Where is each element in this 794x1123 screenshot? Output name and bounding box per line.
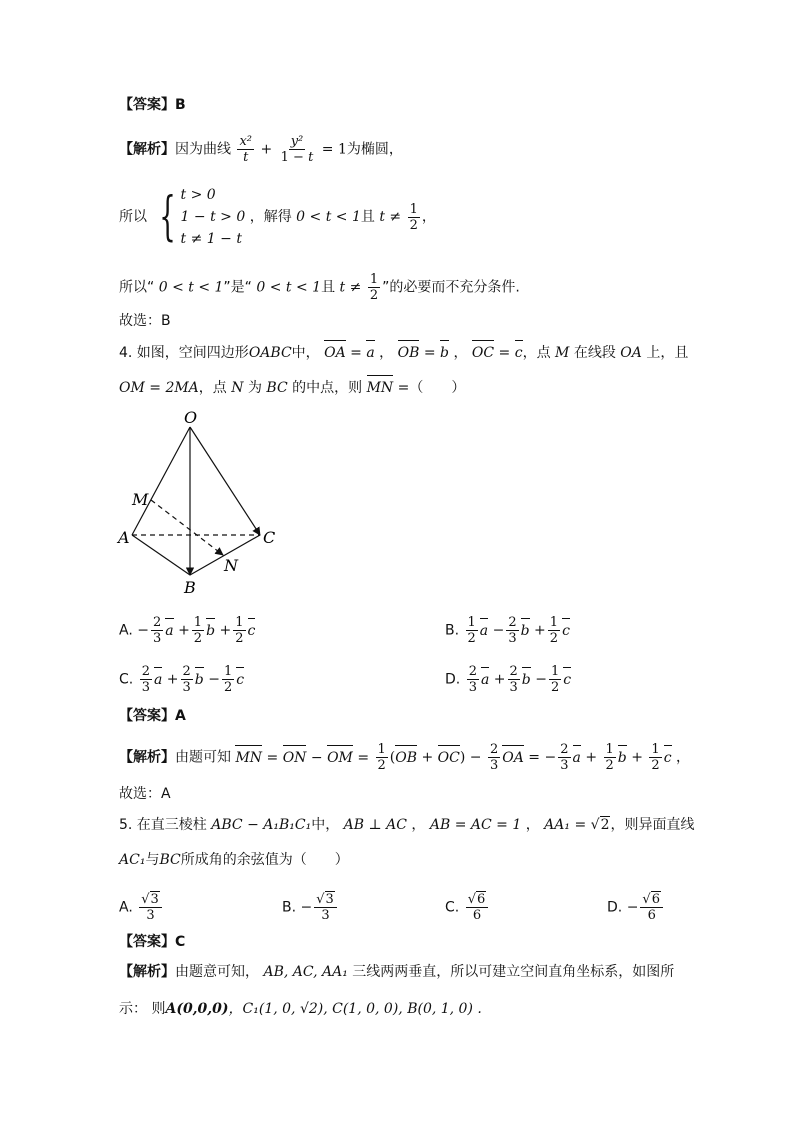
coef: $\frac{2}{3}$ <box>152 615 162 646</box>
q4-answer: A <box>175 708 186 724</box>
q5-analysis-line1 <box>119 962 674 982</box>
curve-frac-x: $\frac{\text{x²}}{t}$ <box>239 134 252 165</box>
coef: $\frac{2}{3}$ <box>468 664 477 695</box>
q4-paren: （ ） <box>409 380 466 396</box>
coef: $\frac{1}{2}$ <box>193 615 203 646</box>
coef: $\frac{2}{3}$ <box>508 615 517 646</box>
q5-line2-end: 所成角的余弦值为（ ） <box>180 852 349 868</box>
q3-answer-line <box>119 95 186 115</box>
label-O: O <box>184 408 198 427</box>
solve-text: ，解得 <box>249 209 292 225</box>
q5-line2-mid: 与 <box>145 852 160 868</box>
segment-MN <box>151 500 223 555</box>
q4-cond: OM = 2MA <box>119 380 199 396</box>
half-frac: $\frac{1}{2}$ <box>409 201 418 233</box>
q4-stem-line2: OM = 2MA，点 N 为 BC 的中点，则 MN =（ ） <box>119 380 466 396</box>
q5-stem-mid: 中， <box>311 817 340 833</box>
option-letter: B. <box>445 622 460 639</box>
q4-option-a[interactable]: A. − $\frac{2}{3}$ a + $\frac{1}{2}$ b + $\frac{1}{2}$ c <box>119 615 256 646</box>
half-frac-2: $\frac{1}{2}$ <box>369 272 379 303</box>
q5-answer: C <box>175 934 186 950</box>
answer-label: 【答案】 <box>119 97 175 113</box>
op: − <box>535 671 547 688</box>
coef: $\frac{1}{2}$ <box>549 615 559 646</box>
q5-bc: BC <box>159 852 181 868</box>
range-1: 0 < t < 1 <box>158 279 224 296</box>
q5-stem-line1: 5. 在直三棱柱 ABC − A₁B₁C₁中， AB ⊥ AC ， AB = AC = 1 ， AA₁ = √2，则异面直线 <box>119 817 695 833</box>
sqrt-frac: $\frac{√3}{3}$ <box>139 892 162 923</box>
q4-stem-after: ，点 <box>522 345 551 361</box>
q5-prefix: 示： 则 <box>119 1001 166 1017</box>
op: − <box>208 671 220 688</box>
q5-coord-rest: ，C₁(1, 0, √2), C(1, 0, 0), B(0, 1, 0) . <box>228 1001 482 1017</box>
q5-analysis-text: 由题意可知， <box>175 964 259 980</box>
op: + <box>493 671 506 688</box>
q4-stem-end: 上，且 <box>646 345 689 361</box>
conclusion-suffix: ”的必要而不充分条件. <box>382 279 520 296</box>
edge-OC <box>190 427 260 535</box>
analysis-label: 【解析】 <box>119 141 175 158</box>
coef: $\frac{2}{3}$ <box>182 664 191 695</box>
sqrt-frac: $\frac{√6}{6}$ <box>640 892 663 923</box>
conclusion-mid: ”是“ <box>223 279 252 296</box>
so-text: 所以 <box>119 209 147 225</box>
option-letter: D. <box>445 671 461 688</box>
sys-row-3: t ≠ 1 − t <box>180 231 242 247</box>
op: + <box>178 622 190 639</box>
label-C: C <box>263 528 276 547</box>
q4-answer-line <box>119 706 186 726</box>
q5-analysis-text2: 三线两两垂直，所以可建立空间直角坐标系，如图所 <box>352 964 675 980</box>
label-A: A <box>118 528 130 547</box>
solve-range: 0 < t < 1 <box>296 209 361 225</box>
q3-system-line <box>119 184 436 250</box>
q5-stem-line2 <box>119 850 349 870</box>
q4-stem-mid: 中， <box>291 345 320 361</box>
q4-line2-mid2: 为 <box>247 380 262 396</box>
q5-option-c[interactable] <box>445 892 490 923</box>
coef: $\frac{2}{3}$ <box>141 664 150 695</box>
option-letter: B. <box>282 899 297 916</box>
q5-stem-end: ，则异面直线 <box>610 817 695 833</box>
and-text-2: 且 <box>321 279 336 296</box>
q4-line2-mid: ，点 <box>198 380 227 396</box>
q5-prism: ABC − A₁B₁C₁ <box>211 817 312 833</box>
edge-AB <box>132 535 190 575</box>
op: − <box>492 622 505 639</box>
q5-answer-line <box>119 932 185 952</box>
q5-option-a[interactable] <box>119 892 164 923</box>
q4-obj: OABC <box>248 345 292 361</box>
q5-option-d[interactable] <box>607 892 665 923</box>
q4-option-d[interactable]: D. $\frac{2}{3}$ a + $\frac{2}{3}$ b − $\frac{1}{2}$ c <box>445 664 572 695</box>
q5-stem-start: 5. 在直三棱柱 <box>119 817 207 833</box>
t-neq: t ≠ <box>379 209 402 225</box>
sqrt-frac: $\frac{√6}{6}$ <box>466 892 489 923</box>
q5-perp: AB ⊥ AC <box>343 817 407 833</box>
option-letter: A. <box>119 899 133 916</box>
q4-stem-on: 在线段 <box>573 345 616 361</box>
q5-sqrt2: 2 <box>600 817 610 833</box>
coef: $\frac{1}{2}$ <box>467 615 476 646</box>
q5-ac1: AC₁ <box>119 852 146 868</box>
curve-frac-y: $\frac{\text{y²}}{1 - t}$ <box>280 134 314 165</box>
q3-conclusion-line <box>119 272 520 303</box>
q4-stem-start: 4. 如图，空间四边形 <box>119 345 249 361</box>
op: + <box>166 671 179 688</box>
option-letter: D. <box>607 899 623 916</box>
comma: ， <box>421 209 436 225</box>
q4-line2-mid3: 的中点，则 <box>292 380 363 396</box>
sys-row-2: 1 − t > 0 <box>180 209 246 225</box>
q5-eq1: AB = AC = 1 <box>429 817 522 833</box>
analysis-label: 【解析】 <box>119 964 175 980</box>
q5-option-b[interactable] <box>282 892 339 923</box>
q5-coord-a: A(0,0,0) <box>165 1001 229 1017</box>
ellipse-suffix: 为椭圆， <box>346 141 403 158</box>
option-sign: − <box>626 899 639 916</box>
sys-row-1: t > 0 <box>180 187 216 203</box>
and-text: 且 <box>360 209 375 225</box>
q3-analysis-line: 【解析】因为曲线 $\frac{\text{x²}}{t}$ + $\frac{\text{y²}}{1 - t}$ = 1为椭圆， <box>119 134 403 165</box>
option-letter: C. <box>119 671 134 688</box>
q5-aa1: AA₁ = <box>544 817 587 833</box>
option-sign: − <box>137 622 149 639</box>
answer-label: 【答案】 <box>119 708 175 724</box>
tetrahedron-figure <box>110 405 295 595</box>
option-letter: C. <box>445 899 460 916</box>
q3-choose: 故选：B <box>119 313 171 329</box>
q5-analysis-vars: AB, AC, AA₁ <box>263 964 348 980</box>
conclusion-prefix: 所以“ <box>119 279 155 296</box>
q4-analysis-intro: 由题可知 <box>175 749 231 766</box>
t-neq-2: t ≠ <box>339 279 362 296</box>
option-letter: A. <box>119 622 133 639</box>
answer-label: 【答案】 <box>119 934 175 950</box>
q3-answer: B <box>175 97 186 113</box>
q4-option-c[interactable]: C. $\frac{2}{3}$ a + $\frac{2}{3}$ b − $\frac{1}{2}$ c <box>119 664 245 695</box>
coef: $\frac{1}{2}$ <box>235 615 244 646</box>
q4-analysis-line: 【解析】由题可知 MN = ON − OM = $\frac{1}{2}$ (OB + OC) − $\frac{2}{3}$ OA = − $\frac{2}{3}$ a + $\frac{1}{2}$ b + $\frac{1}{2}$ c ， <box>119 742 690 773</box>
inequality-system: { t > 0 1 − t > 0 t ≠ 1 − t <box>151 184 245 250</box>
range-2: 0 < t < 1 <box>256 279 322 296</box>
analysis-label: 【解析】 <box>119 749 175 766</box>
q4-choose: 故选：A <box>119 786 171 802</box>
label-N: N <box>224 556 238 575</box>
q4-stem-line1: 4. 如图，空间四边形OABC中， OA = a ， OB = b ， OC = c，点 M 在线段 OA 上，且 <box>119 345 689 361</box>
q3-analysis-intro: 因为曲线 <box>175 141 231 158</box>
q4-option-b[interactable]: B. $\frac{1}{2}$ a − $\frac{2}{3}$ b + $\frac{1}{2}$ c <box>445 615 570 646</box>
coef: $\frac{2}{3}$ <box>509 664 518 695</box>
q5-analysis-line2 <box>119 999 482 1019</box>
op: + <box>534 622 546 639</box>
label-M: M <box>132 490 149 509</box>
op: + <box>219 622 232 639</box>
coef: $\frac{1}{2}$ <box>223 664 233 695</box>
edge-OA <box>132 427 190 535</box>
option-sign: − <box>300 899 313 916</box>
coef: $\frac{1}{2}$ <box>550 664 560 695</box>
sqrt-frac: $\frac{√3}{3}$ <box>314 892 337 923</box>
label-B: B <box>184 578 196 595</box>
